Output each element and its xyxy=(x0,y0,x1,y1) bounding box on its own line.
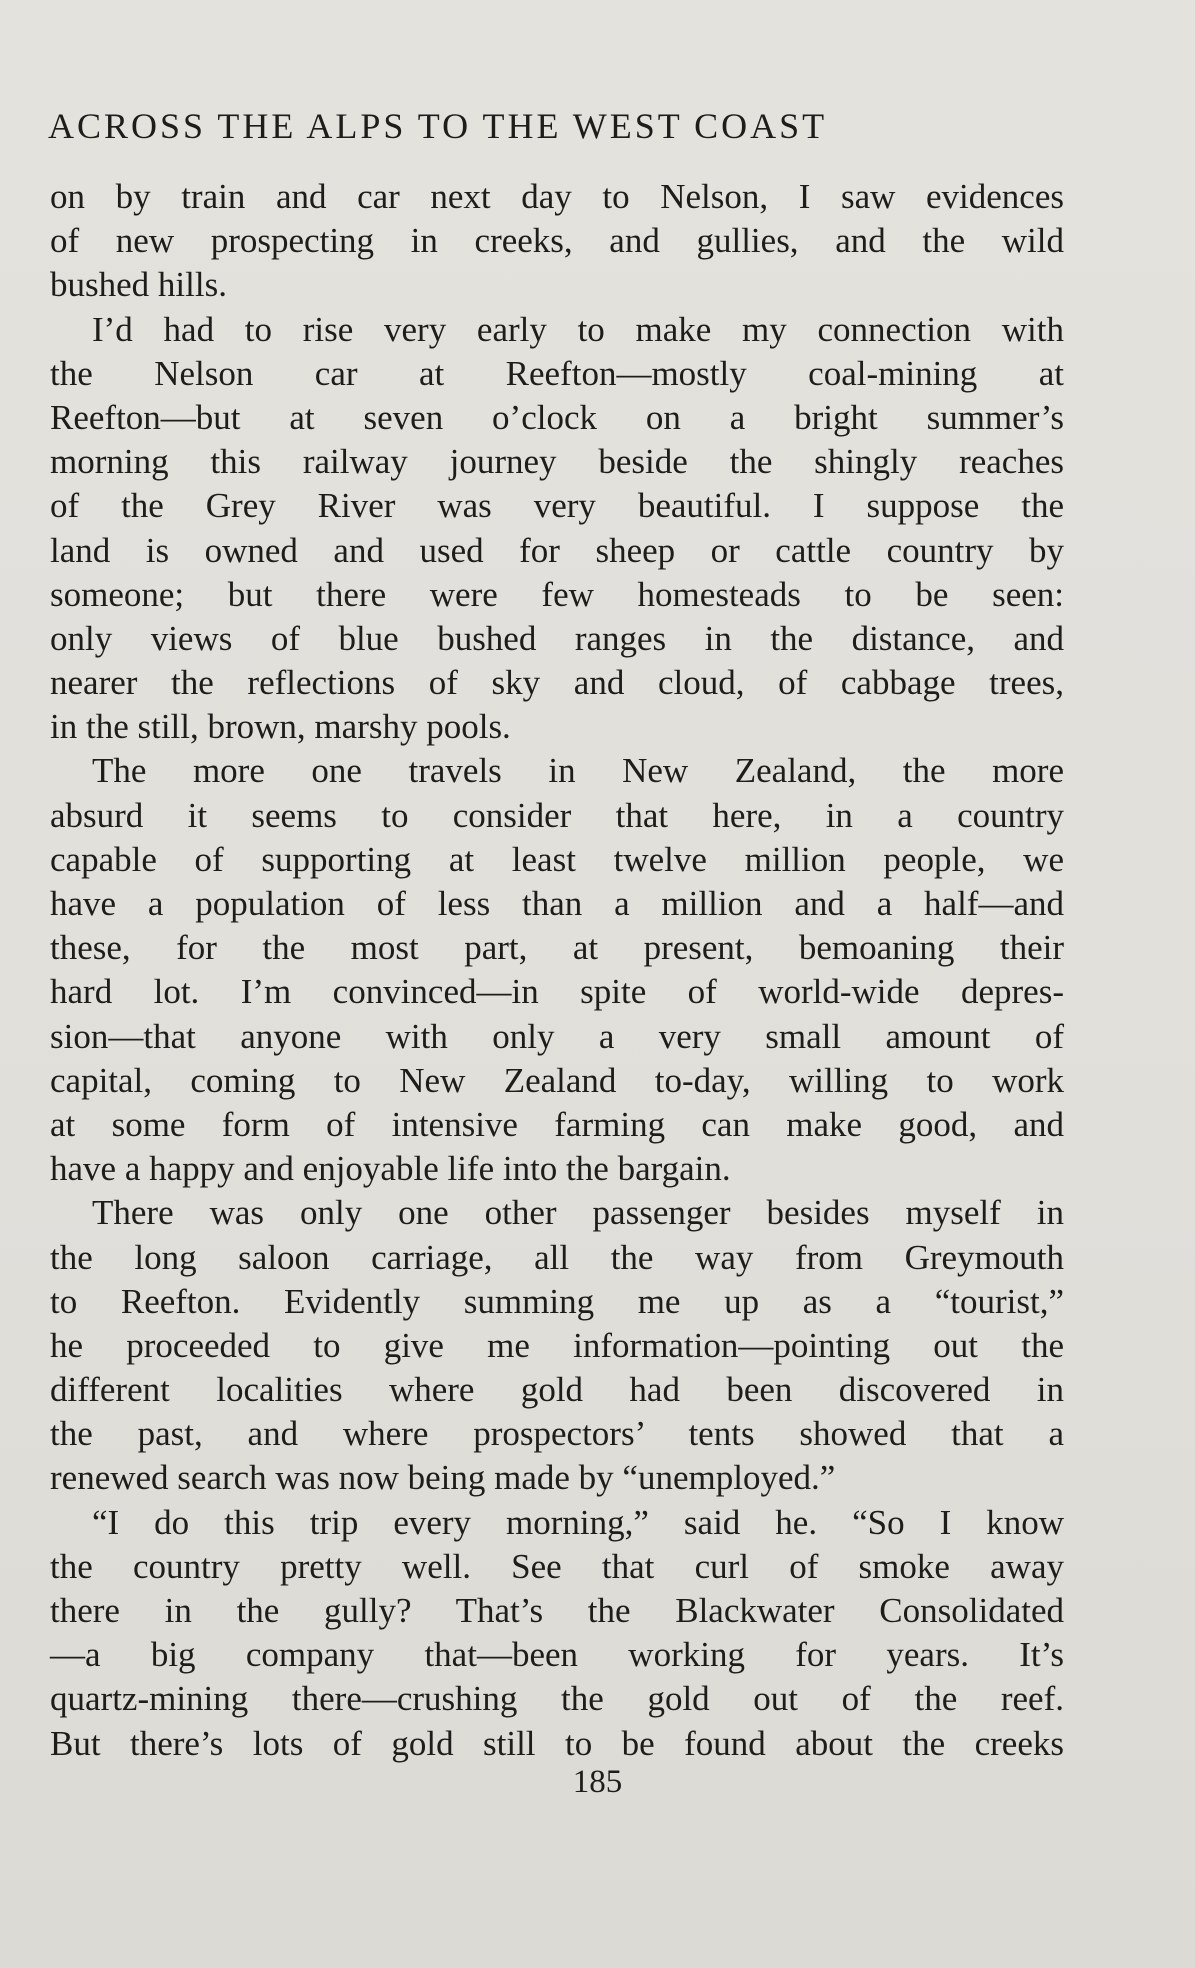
text-line: capable of supporting at least twelve million people, we xyxy=(50,839,1064,879)
text-line: he proceeded to give me information—pointing out the xyxy=(50,1325,1064,1365)
text-line: But there’s lots of gold still to be found about the creeks xyxy=(50,1723,1064,1763)
text-line: The more one travels in New Zealand, the more xyxy=(92,751,1064,791)
running-head: ACROSS THE ALPS TO THE WEST COAST xyxy=(48,106,828,146)
text-line: of new prospecting in creeks, and gullies, and the wild xyxy=(50,221,1064,261)
text-line: bushed hills. xyxy=(50,265,227,305)
text-line: There was only one other passenger besides myself in xyxy=(92,1193,1064,1233)
text-line: land is owned and used for sheep or cattle country by xyxy=(50,530,1064,570)
text-line: in the still, brown, marshy pools. xyxy=(50,707,511,747)
text-line: nearer the reflections of sky and cloud, of cabbage trees, xyxy=(50,663,1064,703)
text-line: Reefton—but at seven o’clock on a bright summer’s xyxy=(50,397,1064,437)
text-line: have a happy and enjoyable life into the bargain. xyxy=(50,1149,731,1189)
text-line: the long saloon carriage, all the way from Greymouth xyxy=(50,1237,1064,1277)
text-line: hard lot. I’m convinced—in spite of world-wide depres- xyxy=(50,972,1064,1012)
text-line: “I do this trip every morning,” said he. “So I know xyxy=(92,1502,1064,1542)
text-line: on by train and car next day to Nelson, I saw evidences xyxy=(50,177,1064,216)
text-line: only views of blue bushed ranges in the distance, and xyxy=(50,618,1064,658)
text-line: have a population of less than a million and a half—and xyxy=(50,884,1064,923)
text-line: to Reefton. Evidently summing me up as a “tourist,” xyxy=(50,1281,1064,1321)
body-text xyxy=(50,175,1064,1766)
text-line: of the Grey River was very beautiful. I suppose the xyxy=(50,486,1064,526)
text-line: the past, and where prospectors’ tents showed that a xyxy=(50,1414,1064,1454)
text-line: capital, coming to New Zealand to-day, willing to work xyxy=(50,1060,1064,1100)
text-line: different localities where gold had been discovered in xyxy=(50,1370,1064,1410)
page-number: 185 xyxy=(572,1764,623,1800)
text-line: I’d had to rise very early to make my connection with xyxy=(92,309,1064,349)
text-line: the country pretty well. See that curl of smoke away xyxy=(50,1546,1064,1586)
text-line: there in the gully? That’s the Blackwater Consolidated xyxy=(50,1591,1064,1630)
text-line: morning this railway journey beside the shingly reaches xyxy=(50,442,1064,482)
text-line: these, for the most part, at present, bemoaning their xyxy=(50,928,1064,968)
text-line: renewed search was now being made by “unemployed.” xyxy=(50,1458,836,1498)
text-line: someone; but there were few homesteads to be seen: xyxy=(50,574,1064,614)
text-line: absurd it seems to consider that here, in a country xyxy=(50,795,1064,835)
text-line: the Nelson car at Reefton—mostly coal-mining at xyxy=(50,353,1064,393)
text-line: sion—that anyone with only a very small amount of xyxy=(50,1016,1064,1056)
text-line: at some form of intensive farming can make good, and xyxy=(50,1104,1064,1144)
text-line: —a big company that—been working for years. It’s xyxy=(50,1635,1064,1675)
text-line: quartz-mining there—crushing the gold out of the reef. xyxy=(50,1679,1064,1719)
